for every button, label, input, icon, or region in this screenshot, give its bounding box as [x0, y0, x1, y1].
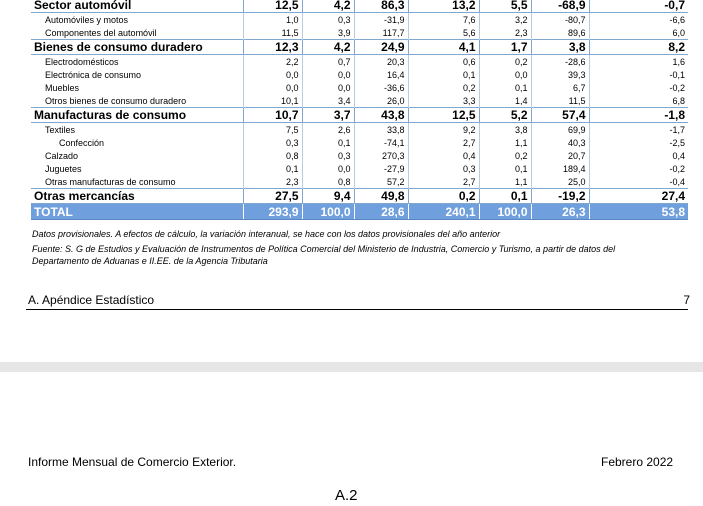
row-label: Muebles [45, 82, 80, 93]
table-cell: -74,1 [354, 136, 408, 149]
table-cell: 0,1 [302, 136, 354, 149]
table-cell: 3,8 [531, 40, 589, 55]
row-label: Automóviles y motos [45, 14, 129, 25]
table-cell: 57,4 [531, 108, 589, 123]
table-cell: 40,3 [531, 136, 589, 149]
table-cell: 5,6 [408, 26, 479, 40]
table-cell: 6,7 [531, 81, 589, 94]
table-row [31, 55, 688, 69]
table-row [31, 26, 688, 40]
table-cell: -36,6 [354, 81, 408, 94]
table-row [31, 40, 688, 55]
table-cell: 33,8 [354, 123, 408, 137]
table-cell: 0,0 [302, 68, 354, 81]
table-cell: 25,0 [531, 175, 589, 189]
row-label: Sector automóvil [31, 0, 243, 13]
table-cell: 1,6 [589, 55, 688, 69]
table-cell: -28,6 [531, 55, 589, 69]
table-cell: 53,8 [589, 204, 688, 220]
table-cell: 0,4 [589, 149, 688, 162]
table-cell: 10,7 [243, 108, 302, 123]
table-cell: 0,8 [302, 175, 354, 189]
table-cell: 1,1 [479, 136, 531, 149]
table-cell: -6,6 [589, 13, 688, 27]
table-cell: 5,2 [479, 108, 531, 123]
table-cell: -31,9 [354, 13, 408, 27]
table-cell: -0,1 [589, 68, 688, 81]
row-label: Bienes de consumo duradero [31, 40, 243, 55]
table-cell: 26,3 [531, 204, 589, 220]
table-row [31, 108, 688, 123]
table-row [31, 136, 688, 149]
table-cell: -27,9 [354, 162, 408, 175]
table-cell: 1,0 [243, 13, 302, 27]
table-row [31, 204, 688, 220]
table-cell: 12,5 [243, 0, 302, 13]
table-cell: 0,2 [408, 189, 479, 204]
table-cell: 2,7 [408, 136, 479, 149]
table-row [31, 149, 688, 162]
row-label: Otros bienes de consumo duradero [45, 95, 187, 106]
table-cell: -0,7 [589, 0, 688, 13]
table-cell: -0,2 [589, 81, 688, 94]
table-cell: 57,2 [354, 175, 408, 189]
row-label: Calzado [45, 150, 79, 161]
table-cell: 189,4 [531, 162, 589, 175]
table-cell: 100,0 [302, 204, 354, 220]
row-label: Textiles [45, 124, 76, 135]
row-label: Electrónica de consumo [45, 69, 142, 80]
table-cell: 9,4 [302, 189, 354, 204]
table-cell: 0,3 [302, 13, 354, 27]
table-cell: 0,6 [408, 55, 479, 69]
table-cell: -80,7 [531, 13, 589, 27]
trade-table [31, 0, 688, 220]
table-cell: 293,9 [243, 204, 302, 220]
table-cell: 12,3 [243, 40, 302, 55]
row-label: TOTAL [31, 204, 243, 220]
note-provisional: Datos provisionales. A efectos de cálculo, la variación interanual, se hace con los datos provisionales del año anterior [32, 229, 501, 239]
table-cell: 0,2 [479, 55, 531, 69]
footer-date: Febrero 2022 [601, 455, 674, 469]
table-cell: 5,5 [479, 0, 531, 13]
table-cell: 0,0 [302, 162, 354, 175]
table-cell: 28,6 [354, 204, 408, 220]
table-cell: 9,2 [408, 123, 479, 137]
table-cell: 0,2 [479, 149, 531, 162]
table-cell: 0,4 [408, 149, 479, 162]
footer-page-label: A.2 [335, 487, 358, 504]
table-cell: -0,2 [589, 162, 688, 175]
table-cell: 117,7 [354, 26, 408, 40]
table-cell: 270,3 [354, 149, 408, 162]
table-cell: 2,3 [243, 175, 302, 189]
note-source: Fuente: S. G de Estudios y Evaluación de Instrumentos de Política Comercial del Ministerio de Industria, Comercio y Turismo, a partir de datos del Departamento de Aduanas e II.EE. de la Agencia Tributaria [32, 244, 616, 266]
table-cell: 1,7 [479, 40, 531, 55]
table-cell: 11,5 [243, 26, 302, 40]
table-cell: 0,1 [479, 189, 531, 204]
table-cell: 8,2 [589, 40, 688, 55]
table-cell: 24,9 [354, 40, 408, 55]
table-cell: 7,5 [243, 123, 302, 137]
table-cell: 0,3 [302, 149, 354, 162]
table-cell: 2,2 [243, 55, 302, 69]
table-cell: 0,8 [243, 149, 302, 162]
table-cell: 7,6 [408, 13, 479, 27]
table-cell: 0,1 [408, 68, 479, 81]
table-cell: 240,1 [408, 204, 479, 220]
table-cell: 0,0 [302, 81, 354, 94]
document-page-next [0, 372, 703, 506]
table-cell: 16,4 [354, 68, 408, 81]
table-row [31, 0, 688, 13]
row-label: Electrodomésticos [45, 56, 119, 67]
table-cell: 0,3 [243, 136, 302, 149]
table-cell: 6,8 [589, 94, 688, 108]
table-cell: 3,3 [408, 94, 479, 108]
table-cell: 0,2 [408, 81, 479, 94]
row-label: Otras manufacturas de consumo [45, 176, 176, 187]
table-cell: -19,2 [531, 189, 589, 204]
table-row [31, 13, 688, 27]
table-cell: 2,6 [302, 123, 354, 137]
table-cell: 43,8 [354, 108, 408, 123]
table-row [31, 189, 688, 204]
row-label: Componentes del automóvil [45, 27, 157, 38]
table-cell: 3,2 [479, 13, 531, 27]
table-cell: -0,4 [589, 175, 688, 189]
table-cell: 3,7 [302, 108, 354, 123]
page-separator [0, 362, 703, 372]
table-cell: 3,9 [302, 26, 354, 40]
table-row [31, 94, 688, 108]
row-label: Juguetes [45, 163, 82, 174]
table-cell: 13,2 [408, 0, 479, 13]
appendix-title: A. Apéndice Estadístico [28, 293, 155, 307]
table-cell: 0,0 [243, 68, 302, 81]
table-row [31, 81, 688, 94]
table-cell: 10,1 [243, 94, 302, 108]
table-cell: 4,2 [302, 0, 354, 13]
table-cell: 1,4 [479, 94, 531, 108]
table-cell: 11,5 [531, 94, 589, 108]
table-cell: -1,8 [589, 108, 688, 123]
table-cell: 27,5 [243, 189, 302, 204]
table-cell: 20,7 [531, 149, 589, 162]
table-cell: 4,1 [408, 40, 479, 55]
table-cell: 3,8 [479, 123, 531, 137]
table-cell: 4,2 [302, 40, 354, 55]
table-cell: 0,1 [243, 162, 302, 175]
table-cell: -2,5 [589, 136, 688, 149]
row-label: Manufacturas de consumo [31, 108, 243, 123]
table-cell: 0,7 [302, 55, 354, 69]
table-cell: 0,1 [479, 81, 531, 94]
footer-report-title: Informe Mensual de Comercio Exterior. [28, 455, 237, 469]
table-cell: -1,7 [589, 123, 688, 137]
table-cell: 0,0 [243, 81, 302, 94]
table-cell: 20,3 [354, 55, 408, 69]
table-cell: 69,9 [531, 123, 589, 137]
table-row [31, 68, 688, 81]
table-cell: 39,3 [531, 68, 589, 81]
table-cell: 2,7 [408, 175, 479, 189]
table-cell: 0,3 [408, 162, 479, 175]
page-number: 7 [683, 293, 690, 307]
table-cell: 89,6 [531, 26, 589, 40]
table-cell: 2,3 [479, 26, 531, 40]
table-cell: 0,1 [479, 162, 531, 175]
table-cell: 27,4 [589, 189, 688, 204]
table-cell: 26,0 [354, 94, 408, 108]
table-cell: 12,5 [408, 108, 479, 123]
table-row [31, 162, 688, 175]
table-cell: -68,9 [531, 0, 589, 13]
table-row [31, 123, 688, 137]
table-cell: 3,4 [302, 94, 354, 108]
table-cell: 86,3 [354, 0, 408, 13]
table-cell: 1,1 [479, 175, 531, 189]
row-label: Confección [59, 137, 105, 148]
table-cell: 6,0 [589, 26, 688, 40]
row-label: Otras mercancías [31, 189, 243, 204]
table-cell: 0,0 [479, 68, 531, 81]
table-cell: 100,0 [479, 204, 531, 220]
appendix-header [26, 293, 688, 310]
table-row [31, 175, 688, 189]
table-cell: 49,8 [354, 189, 408, 204]
